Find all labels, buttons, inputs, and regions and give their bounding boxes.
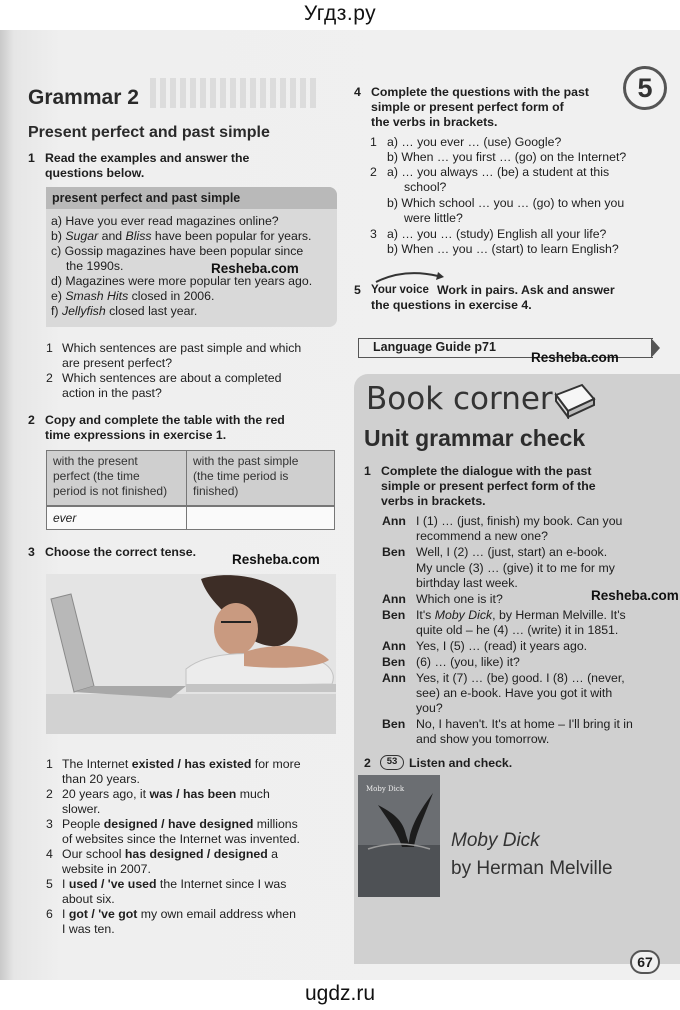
ex4-item [370, 135, 670, 165]
table-cell-empty [186, 506, 335, 530]
ghost-text-decor [150, 78, 320, 108]
whale-tail-icon [358, 775, 440, 897]
ex4-item [370, 165, 670, 227]
ex3-item-text: People [62, 817, 104, 831]
ex3-item-line [62, 817, 298, 832]
your-voice-label: Your voice [371, 284, 429, 296]
ex3-item [46, 847, 346, 877]
bc-ex1-number: 1 [364, 464, 371, 478]
bc-ex2-number: 2 [364, 756, 371, 770]
table-header-line: finished) [193, 484, 239, 498]
ex3-item-text: I [62, 877, 69, 891]
ex3-item-text: millions [253, 817, 298, 831]
dialogue-line: birthday last week. [416, 575, 518, 590]
book-title: Moby Dick [451, 830, 540, 851]
cover-title: Moby Dick [366, 785, 405, 793]
ex1-question [46, 371, 346, 401]
ex2-instruction [28, 413, 348, 442]
ex4-item-a: a) … you always … (be) a student at this [387, 165, 610, 179]
ex3-item [46, 877, 346, 907]
table-header-line: period is not finished) [53, 484, 168, 498]
moby-dick-book-cover [358, 775, 440, 897]
ex3-item-cont: slower. [62, 802, 101, 816]
ex3-instruction-text: Choose the correct tense. [45, 545, 197, 559]
ex1-questions [46, 341, 346, 401]
tense-choice[interactable]: existed / has existed [131, 757, 252, 771]
ex3-item-line [62, 907, 296, 922]
grammar-title: Grammar 2 [28, 86, 139, 109]
question-line: Which sentences are past simple and which [62, 341, 302, 355]
ex2-instruction-line: time expressions in exercise 1. [45, 428, 227, 442]
ex3-items [46, 757, 346, 937]
ex4-item-b-cont: were little? [404, 211, 463, 225]
ex3-item-number: 6 [46, 907, 53, 921]
dialogue-line: you? [416, 701, 443, 716]
ex1-instruction-line: Read the examples and answer the [45, 151, 250, 165]
dialogue-speaker: Ben [382, 717, 406, 732]
dialogue-line: Well, I (2) … (just, start) an e-book. [416, 545, 608, 560]
table-header-line: with the present [53, 454, 138, 468]
watermark: Resheba.com [591, 588, 679, 603]
tense-choice[interactable]: got / 've got [68, 907, 138, 921]
ex3-item-cont: about six. [62, 892, 115, 906]
dialogue-line: My uncle (3) … (give) it to me for my [416, 560, 615, 575]
dialogue-line: I (1) … (just, finish) my book. Can you [416, 514, 623, 528]
ex4-item-a-cont: school? [404, 180, 447, 194]
ex4-item-b: b) When … you … (start) to learn English? [387, 242, 619, 256]
ex1-instruction [28, 151, 348, 180]
ex4-items [370, 135, 670, 257]
ex2-number: 2 [28, 413, 35, 427]
example-line: d) Magazines were more popular ten years ago. [51, 274, 313, 288]
ex3-item-number: 3 [46, 817, 53, 831]
ex3-item-number: 2 [46, 787, 53, 801]
examples-box-header [46, 187, 337, 209]
watermark: Resheba.com [531, 350, 619, 365]
book-author: by Herman Melville [451, 858, 613, 879]
question-number: 1 [46, 341, 53, 355]
unit-5-badge: 5 [623, 66, 667, 110]
tense-choice[interactable]: used / 've used [68, 877, 157, 891]
ex5-number: 5 [354, 283, 361, 297]
ex3-item-text: for more [251, 757, 301, 771]
ex3-item-text: a [267, 847, 278, 861]
dialogue-line: (6) … (you, like) it? [416, 654, 520, 669]
dialogue-speaker: Ben [382, 607, 406, 622]
dialogue-line: and show you tomorrow. [416, 732, 550, 747]
ex5-instruction [354, 283, 654, 312]
watermark: Resheba.com [232, 552, 320, 567]
ex4-item-a: a) … you … (study) English all your life? [387, 227, 607, 241]
ex4-instruction [354, 85, 624, 129]
ex3-item-number: 4 [46, 847, 53, 861]
ex5-text-line: Work in pairs. Ask and answer [437, 283, 615, 297]
tense-choice[interactable]: was / has been [149, 787, 237, 801]
ex4-item-number: 2 [370, 165, 377, 179]
ex4-item-b: b) Which school … you … (go) to when you [387, 196, 625, 210]
dialogue-speaker: Ben [382, 545, 406, 560]
dialogue-line: Yes, it (7) … (be) good. I (8) … (never, [416, 670, 625, 685]
ex3-item [46, 787, 346, 817]
ex1-question [46, 341, 346, 371]
bc-ex1-instruction [364, 464, 664, 508]
ex3-item-text: 20 years ago, it [62, 787, 150, 801]
ex4-item-a: a) … you ever … (use) Google? [387, 135, 562, 149]
dialogue-line: see) an e-book. Have you got it with [416, 685, 613, 700]
page-number: 67 [630, 950, 660, 974]
ex3-item-text: Our school [62, 847, 125, 861]
ex4-instruction-line: the verbs in brackets. [371, 115, 498, 129]
grammar-subtitle: Present perfect and past simple [28, 124, 270, 141]
question-number: 2 [46, 371, 53, 385]
dialogue-line: Which one is it? [416, 591, 503, 606]
bc-ex2 [364, 756, 614, 771]
example-line: e) Smash Hits closed in 2006. [51, 289, 215, 303]
ex3-item-line [62, 787, 270, 802]
ex3-item [46, 907, 346, 937]
ex3-item-number: 5 [46, 877, 53, 891]
dialogue-speaker: Ann [382, 638, 406, 653]
bc-ex1-instruction-line: simple or present perfect form of the [381, 479, 596, 493]
girl-with-laptop-photo [46, 574, 336, 734]
dialogue-speaker: Ann [382, 670, 406, 685]
ex3-item-cont: I was ten. [62, 922, 115, 936]
language-guide-arrow-icon [651, 338, 660, 358]
question-line: action in the past? [62, 386, 162, 400]
ex1-number: 1 [28, 151, 35, 165]
dialogue-line: quite old – he (4) … (write) it in 1851. [416, 622, 619, 637]
unit-grammar-check-title: Unit grammar check [364, 425, 586, 451]
dialogue-speaker: Ben [382, 654, 406, 669]
example-line: a) Have you ever read magazines online? [51, 214, 279, 228]
ex4-item-number: 1 [370, 135, 377, 149]
ex4-item-number: 3 [370, 227, 377, 241]
example-line: b) Sugar and Bliss have been popular for years. [51, 229, 312, 243]
ex3-item-line [62, 877, 286, 892]
ex3-item-text: my own email address when [137, 907, 296, 921]
example-line: c) Gossip magazines have been popular since [51, 244, 304, 258]
dialogue-line: It's Moby Dick, by Herman Melville. It's [416, 607, 626, 622]
dialogue-line: recommend a new one? [416, 529, 548, 544]
ex4-number: 4 [354, 85, 361, 99]
ex2-instruction-line: Copy and complete the table with the red [45, 413, 285, 427]
table-cell-ever: ever [46, 506, 187, 530]
ex3-item-text: much [236, 787, 270, 801]
ex4-item-b: b) When … you first … (go) on the Internet? [387, 150, 627, 164]
question-line: Which sentences are about a completed [62, 371, 282, 385]
ex3-item-text: The Internet [62, 757, 132, 771]
dialogue-speaker: Ann [382, 591, 406, 606]
examples-box-title: present perfect and past simple [52, 191, 241, 205]
question-line: are present perfect? [62, 356, 173, 370]
table-header-line: perfect (the time [53, 469, 140, 483]
ex3-item [46, 817, 346, 847]
table-header-line: with the past simple [193, 454, 299, 468]
ex5-text-line: the questions in exercise 4. [371, 298, 532, 312]
book-corner-title: Book corner [366, 381, 553, 417]
ex3-item-line [62, 757, 301, 772]
ex1-instruction-line: questions below. [45, 166, 145, 180]
ex3-item-number: 1 [46, 757, 53, 771]
dialogue-speaker: Ann [382, 514, 406, 528]
ex3-item-cont: than 20 years. [62, 772, 140, 786]
ex3-item-text: the Internet since I was [156, 877, 287, 891]
bc-ex1-instruction-line: verbs in brackets. [381, 494, 486, 508]
listen-and-check-text: Listen and check. [409, 756, 513, 770]
ex3-instruction [28, 545, 197, 560]
site-title-top[interactable]: Угдз.ру [303, 2, 377, 25]
bc-ex1-instruction-line: Complete the dialogue with the past [381, 464, 592, 478]
audio-track-icon[interactable]: 53 [380, 755, 404, 770]
site-title-bottom[interactable]: ugdz.ru [304, 982, 376, 1005]
dialogue-line: Yes, I (5) … (read) it years ago. [416, 638, 588, 653]
tense-choice[interactable]: has designed / designed [124, 847, 268, 861]
table-header-past-simple [186, 450, 335, 506]
ex3-item-text: I [62, 907, 69, 921]
watermark: Resheba.com [211, 261, 299, 276]
tense-choice[interactable]: designed / have designed [103, 817, 254, 831]
ex3-item-line [62, 847, 278, 862]
example-line: f) Jellyfish closed last year. [51, 304, 198, 318]
ex3-item-cont: website in 2007. [62, 862, 151, 876]
ex4-instruction-line: Complete the questions with the past [371, 85, 589, 99]
example-line: the 1990s. [66, 259, 124, 273]
ex3-item-cont: of websites since the Internet was invented. [62, 832, 300, 846]
ex3-number: 3 [28, 545, 35, 559]
photo-illustration [46, 574, 336, 734]
language-guide-label: Language Guide p71 [373, 340, 496, 354]
book-icon [552, 381, 598, 424]
table-header-present-perfect [46, 450, 187, 506]
ex3-item [46, 757, 346, 787]
ex4-instruction-line: simple or present perfect form of [371, 100, 564, 114]
dialogue-line: No, I haven't. It's at home – I'll bring it in [416, 717, 633, 732]
table-header-line: (the time period is [193, 469, 289, 483]
ex4-item [370, 227, 670, 257]
